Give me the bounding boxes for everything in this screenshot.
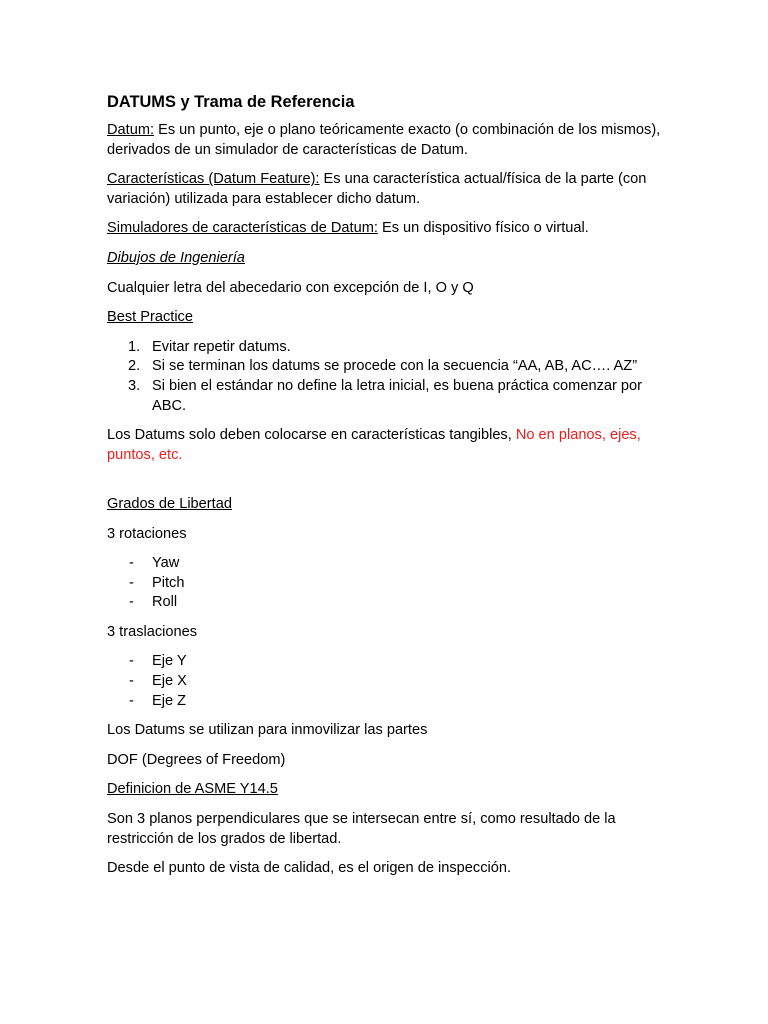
dash-bullet: - (129, 555, 134, 572)
list-item-text: Eje Y (152, 653, 187, 670)
datums-note-highlight: No en planos, ejes, puntos, etc. (107, 427, 641, 463)
letras-paragraph: Cualquier letra del abecedario con excepción de I, O y Q (107, 279, 474, 296)
list-number: 1. (128, 338, 141, 355)
calidad-paragraph: Desde el punto de vista de calidad, es el origen de inspección. (107, 860, 512, 877)
asme-heading (107, 780, 668, 800)
list-item-text: Evitar repetir datums. (152, 338, 291, 355)
best-practice-heading (107, 308, 668, 328)
list-item-text: Si se terminan los datums se procede con la secuencia “AA, AB, AC…. AZ” (152, 358, 638, 375)
list-item-text: Eje Z (152, 692, 187, 709)
asme-paragraph: Son 3 planos perpendiculares que se intersecan entre sí, como resultado de la restricción de los grados de libertad. (107, 811, 616, 847)
datum-definition (107, 121, 668, 160)
list-item-text: Eje X (152, 673, 187, 690)
caracteristicas-text: Es una característica actual/física de la parte (con variación) utilizada para establecer dicho datum. (107, 171, 647, 207)
traslaciones-label: 3 traslaciones (107, 623, 198, 640)
list-item-text: Si bien el estándar no define la letra inicial, es buena práctica comenzar por ABC. (152, 377, 642, 414)
dash-bullet: - (129, 653, 134, 670)
rotaciones-list (107, 554, 668, 613)
list-item (107, 672, 668, 692)
dash-bullet: - (129, 692, 134, 709)
dash-bullet: - (129, 673, 134, 690)
inmovilizar-paragraph: Los Datums se utilizan para inmovilizar las partes (107, 722, 428, 739)
list-item-text: Yaw (152, 555, 180, 572)
simuladores-term: Simuladores de características de Datum: (107, 220, 378, 237)
list-item (107, 574, 668, 594)
list-item (107, 338, 668, 358)
blank-line (107, 475, 668, 495)
dibujos-heading-text: Dibujos de Ingeniería (107, 249, 245, 266)
simuladores-text: Es un dispositivo físico o virtual. (377, 220, 589, 237)
dibujos-heading (107, 249, 668, 269)
list-item-text: Roll (152, 594, 178, 611)
traslaciones-list (107, 652, 668, 711)
best-practice-heading-text: Best Practice (107, 309, 193, 326)
caracteristicas-definition (107, 170, 668, 209)
list-number: 2. (128, 358, 141, 375)
list-item (107, 357, 668, 377)
datums-note-text: Los Datums solo deben colocarse en características tangibles, (107, 427, 516, 444)
list-item (107, 652, 668, 672)
best-practice-list (107, 338, 668, 416)
list-item (107, 554, 668, 574)
datum-text: Es un punto, eje o plano teóricamente exacto (o combinación de los mismos), derivados de un simulador de características de Datum. (107, 122, 661, 158)
grados-heading-text: Grados de Libertad (107, 495, 232, 512)
list-number: 3. (128, 377, 141, 394)
page-title: DATUMS y Trama de Referencia (107, 93, 355, 111)
datums-note (107, 426, 668, 465)
dof-paragraph: DOF (Degrees of Freedom) (107, 751, 286, 768)
datum-term: Datum: (107, 122, 155, 138)
caracteristicas-term: Características (Datum Feature): (107, 171, 320, 188)
dash-bullet: - (129, 574, 134, 591)
dash-bullet: - (129, 594, 134, 611)
list-item (107, 593, 668, 613)
asme-heading-text: Definicion de ASME Y14.5 (107, 781, 278, 798)
simuladores-definition (107, 219, 668, 239)
list-item (107, 377, 668, 416)
rotaciones-label: 3 rotaciones (107, 525, 187, 542)
list-item (107, 692, 668, 712)
list-item-text: Pitch (152, 574, 185, 591)
grados-heading (107, 495, 668, 515)
